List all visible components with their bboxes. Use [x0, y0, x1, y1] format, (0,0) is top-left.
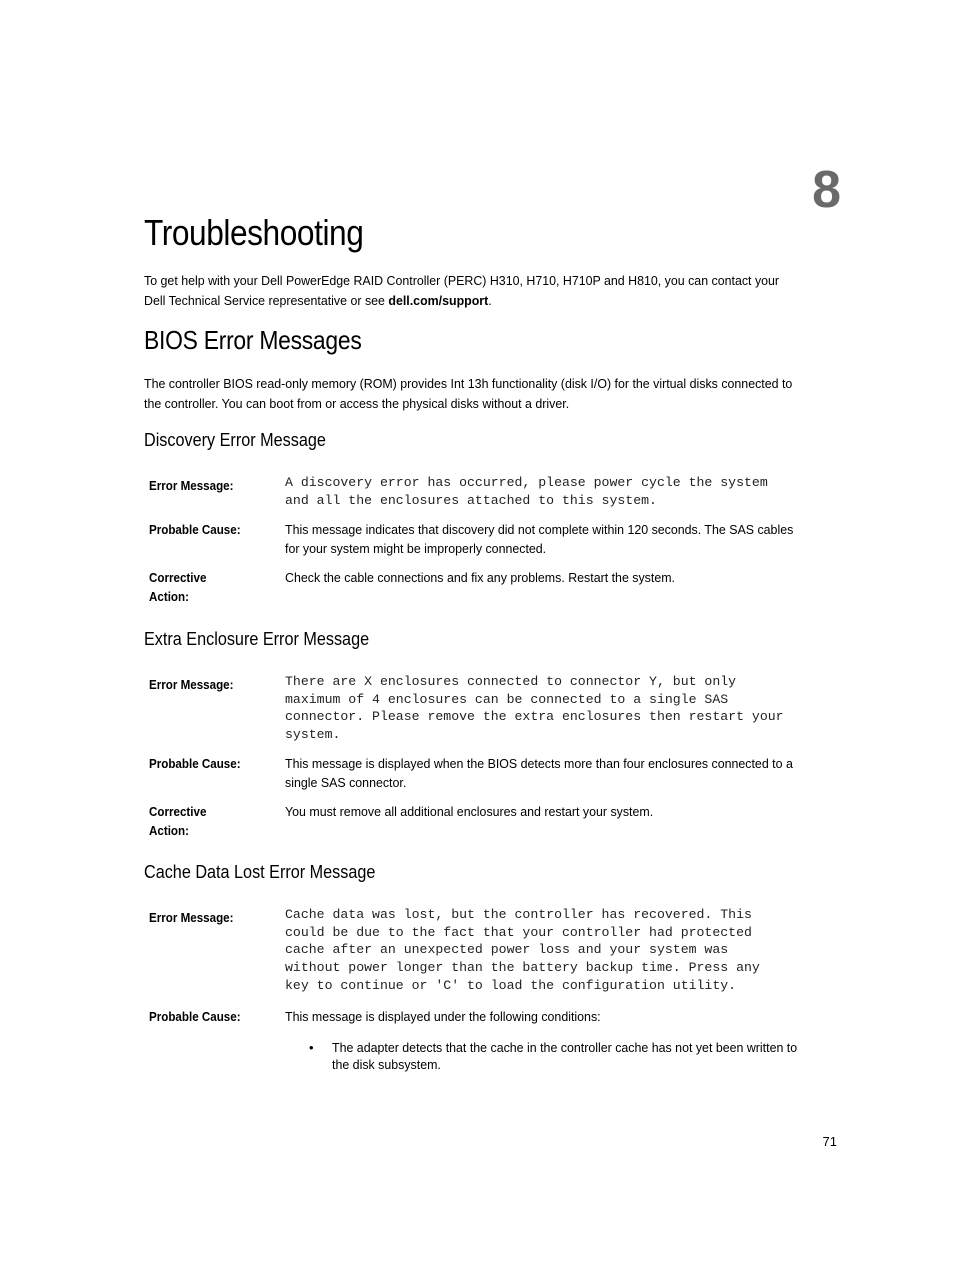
cache-heading: Cache Data Lost Error Message — [144, 862, 376, 882]
page-number: 71 — [822, 1134, 837, 1149]
bullet-marker: • — [309, 1040, 314, 1055]
extra-heading: Extra Enclosure Error Message — [144, 629, 370, 649]
discovery-cause-label: Probable Cause: — [149, 522, 241, 537]
chapter-number: 8 — [812, 161, 840, 219]
support-link[interactable]: dell.com/support — [388, 292, 489, 308]
discovery-action-text: Check the cable connections and fix any problems. Restart the system. — [285, 570, 675, 585]
bios-heading: BIOS Error Messages — [144, 325, 362, 355]
cache-bullet-item: The adapter detects that the cache in the controller cache has not yet been written to the disk subsystem. — [332, 1040, 798, 1072]
extra-error-label: Error Message: — [149, 677, 234, 692]
discovery-action-label: Corrective Action: — [149, 570, 207, 604]
cache-cause-label: Probable Cause: — [149, 1009, 241, 1024]
extra-cause-text: This message is displayed when the BIOS detects more than four enclosures connected to a single SAS connector. — [285, 756, 793, 790]
page-title: Troubleshooting — [144, 212, 364, 253]
bios-paragraph: The controller BIOS read-only memory (ROM) provides Int 13h functionality (disk I/O) for the virtual disks connected to the controller. You can boot from or access the physical disks without a driver. — [144, 376, 793, 411]
cache-error-label: Error Message: — [149, 910, 234, 925]
intro-paragraph — [144, 271, 793, 310]
extra-action-text: You must remove all additional enclosures and restart your system. — [285, 804, 654, 819]
intro-text: To get help with your Dell PowerEdge RAID Controller (PERC) H310, H710, H710P and H810, you can contact your Dell Technical Service representative or see — [144, 273, 780, 308]
cache-error-text: Cache data was lost, but the controller has recovered. This could be due to the fact that your controller had protected cache after an unexpected power loss and your system was without power longer than the battery backup time. Press any key to continue or 'C' to load the configuration utility. — [285, 907, 760, 993]
discovery-heading: Discovery Error Message — [144, 430, 326, 450]
extra-cause-label: Probable Cause: — [149, 756, 241, 771]
discovery-error-label: Error Message: — [149, 478, 234, 493]
discovery-cause-text: This message indicates that discovery did not complete within 120 seconds. The SAS cables for your system might be improperly connected. — [285, 522, 794, 556]
extra-action-label: Corrective Action: — [149, 804, 207, 838]
intro-end: . — [488, 292, 492, 308]
cache-cause-text: This message is displayed under the following conditions: — [285, 1009, 601, 1024]
extra-error-text: There are X enclosures connected to connector Y, but only maximum of 4 enclosures can be connected to a single SAS connector. Please remove the extra enclosures then restart your system. — [285, 674, 784, 743]
discovery-error-text: A discovery error has occurred, please power cycle the system and all the enclosures attached to this system. — [285, 475, 768, 508]
